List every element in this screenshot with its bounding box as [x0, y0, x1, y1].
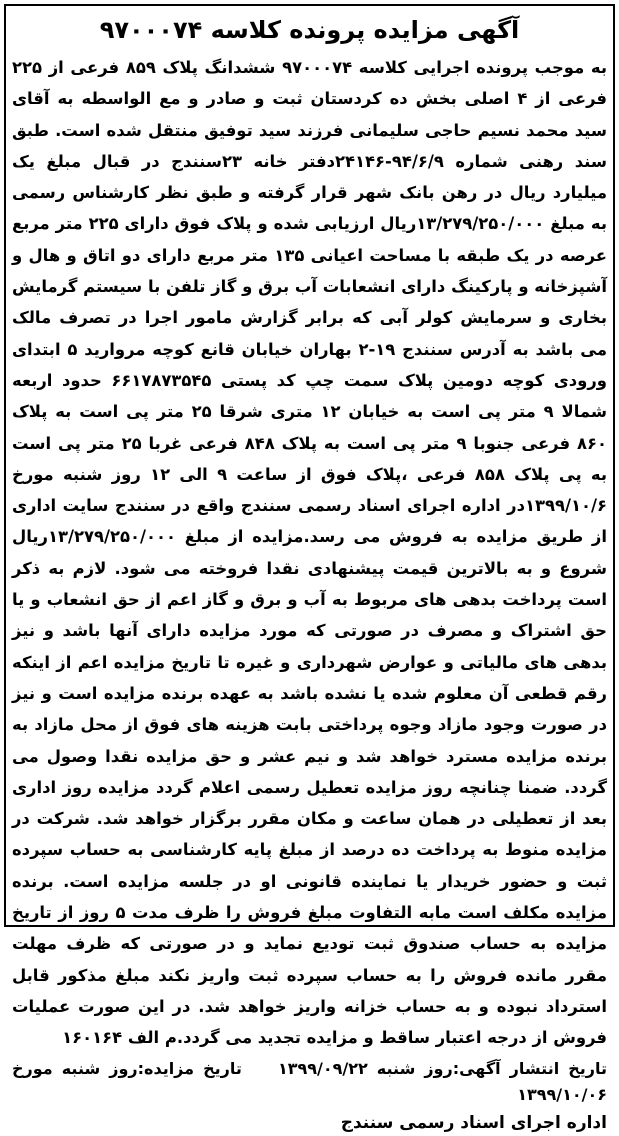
notice-content: [12, 10, 608, 1133]
notice-frame: [4, 4, 615, 1133]
publish-date: تاریخ انتشار آگهی:روز شنبه ۱۳۹۹/۰۹/۲۲: [277, 1058, 607, 1078]
notice-title: آگهی مزایده پرونده کلاسه ۹۷۰۰۰۷۴: [99, 16, 520, 44]
notice-body: به موجب پرونده اجرایی کلاسه ۹۷۰۰۰۷۴ ششدانگ پلاک ۸۵۹ فرعی از ۲۲۵ فرعی از ۴ اصلی بخش ده کردستان ثبت و صادر و مع الواسطه به آقای سید محمد نسیم حاجی سلیمانی فرزند سید توفیق منتقل شده است. طبق سند رهنی شماره ۹۴/۶/۹-۲۴۱۴۶دفتر خانه ۲۳سنندج در قبال مبلغ یک میلیارد ریال در رهن بانک شهر قرار گرفته و طبق نظر کارشناس رسمی به مبلغ ۱۳/۲۷۹/۲۵۰/۰۰۰ریال ارزیابی شده و پلاک فوق دارای ۲۲۵ متر مربع عرصه در یک طبقه با مساحت اعیانی ۱۳۵ متر مربع دارای دو اتاق و هال و آشپزخانه و پارکینگ دارای انشعابات آب برق و گاز تلفن با سیستم گرمایش بخاری و سرمایش کولر آبی که برابر گزارش مامور اجرا در تصرف مالک می باشد به آدرس سنندج ۱۹-۲ بهاران خیابان قانع کوچه مروارید ۵ ابتدای ورودی کوچه دومین پلاک سمت چپ کد پستی ۶۶۱۷۸۷۳۵۴۵ حدود اربعه شمالا ۹ متر پی است به خیابان ۱۲ متری شرقا ۲۵ متر پی است به پلاک ۸۶۰ فرعی جنوبا ۹ متر پی است به پلاک ۸۴۸ فرعی غربا ۲۵ متر پی است به پی پلاک ۸۵۸ فرعی ،پلاک فوق از ساعت ۹ الی ۱۲ روز شنبه مورخ ۱۳۹۹/۱۰/۶در اداره اجرای اسناد رسمی سنندج واقع در سنندج سایت اداری از طریق مزایده به فروش می رسد.مزایده از مبلغ ۱۳/۲۷۹/۲۵۰/۰۰۰ریال شروع و به بالاترین قیمت پیشنهادی نقدا فروخته می شود. لازم به ذکر است پرداخت بدهی های مربوط به آب و برق و گاز اعم از حق انشعاب و یا حق اشتراک و مصرف در صورتی که مورد مزایده دارای آنها باشد و نیز بدهی های مالیاتی و عوارض شهرداری و غیره تا تاریخ مزایده اعم از اینکه رقم قطعی آن معلوم شده یا نشده باشد به عهده برنده مزایده است و نیز در صورت وجود مازاد وجوه پرداختی بابت هزینه های فوق از محل مازاد به برنده مزایده مسترد خواهد شد و نیم عشر و حق مزایده نقدا وصول می گردد. ضمنا چنانچه روز مزایده تعطیل رسمی اعلام گردد مزایده روز اداری بعد از تعطیلی در همان ساعت و مکان مقرر برگزار خواهد شد. شرکت در مزایده منوط به پرداخت ده درصد از مبلغ پایه کارشناسی به حساب سپرده ثبت و حضور خریدار یا نماینده قانونی او در جلسه مزایده است. برنده مزایده مکلف است مابه التفاوت مبلغ فروش را ظرف مدت ۵ روز از تاریخ مزایده به حساب صندوق ثبت تودیع نماید و در صورتی که ظرف مهلت مقرر مانده فروش را به حساب سپرده ثبت واریز نکند مبلغ مذکور قابل استرداد نبوده و به حساب خزانه واریز خواهد شد. در این صورت عملیات فروش از درجه اعتبار ساقط و مزایده تجدید می گردد.م الف ۱۶۰۱۶۴: [12, 58, 608, 1048]
notice-dates: [12, 1056, 607, 1108]
auction-date: تاریخ مزایده:روز شنبه مورخ ۱۳۹۹/۱۰/۰۶: [12, 1058, 607, 1104]
notice-signature: اداره اجرای اسناد رسمی سنندج: [340, 1112, 607, 1133]
